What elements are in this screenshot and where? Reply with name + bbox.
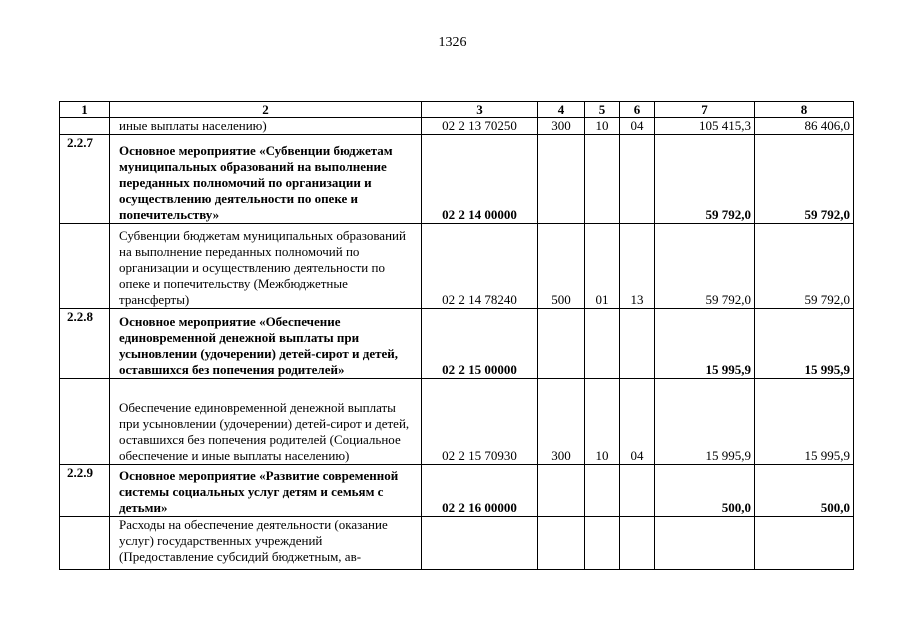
row-col-5 <box>585 517 620 570</box>
row-col-5 <box>585 309 620 379</box>
row-col-4 <box>538 465 585 517</box>
table-row <box>60 118 854 135</box>
row-col-4: 300 <box>538 118 585 135</box>
row-col-6 <box>620 135 655 224</box>
row-code: 02 2 14 78240 <box>422 224 538 309</box>
row-col-5: 10 <box>585 118 620 135</box>
budget-table <box>59 101 854 570</box>
row-col-6: 13 <box>620 224 655 309</box>
table-row <box>60 465 854 517</box>
row-col-7: 500,0 <box>655 465 755 517</box>
row-number <box>60 517 110 570</box>
row-col-8 <box>755 517 854 570</box>
row-col-7: 59 792,0 <box>655 135 755 224</box>
row-col-6 <box>620 465 655 517</box>
header-row <box>60 102 854 118</box>
row-col-5: 01 <box>585 224 620 309</box>
row-col-5 <box>585 135 620 224</box>
row-code: 02 2 13 70250 <box>422 118 538 135</box>
row-col-8: 500,0 <box>755 465 854 517</box>
row-col-7: 59 792,0 <box>655 224 755 309</box>
row-col-7: 15 995,9 <box>655 379 755 465</box>
header-col-5: 5 <box>585 102 620 118</box>
row-col-8: 15 995,9 <box>755 379 854 465</box>
header-col-6: 6 <box>620 102 655 118</box>
row-code <box>422 517 538 570</box>
row-name: Расходы на обеспечение деятельности (оказание услуг) государственных учреждений (Предоставление субсидий бюджетным, ав- <box>110 517 422 570</box>
row-code: 02 2 15 00000 <box>422 309 538 379</box>
row-col-8: 15 995,9 <box>755 309 854 379</box>
table-row <box>60 379 854 465</box>
row-col-4 <box>538 309 585 379</box>
row-name: Основное мероприятие «Субвенции бюджетам муниципальных образований на выполнение переданных полномочий по организации и осуществлению деятельности по опеке и попечительству» <box>110 135 422 224</box>
row-col-6 <box>620 309 655 379</box>
header-col-2: 2 <box>110 102 422 118</box>
row-number <box>60 379 110 465</box>
row-name: Субвенции бюджетам муниципальных образований на выполнение переданных полномочий по организации и осуществлению деятельности по опеке и попечительству (Межбюджетные трансферты) <box>110 224 422 309</box>
table-row <box>60 135 854 224</box>
row-col-4 <box>538 517 585 570</box>
table-row <box>60 309 854 379</box>
row-col-7: 105 415,3 <box>655 118 755 135</box>
header-col-8: 8 <box>755 102 854 118</box>
row-col-8: 59 792,0 <box>755 224 854 309</box>
header-col-3: 3 <box>422 102 538 118</box>
row-col-4: 300 <box>538 379 585 465</box>
header-col-1: 1 <box>60 102 110 118</box>
row-col-6: 04 <box>620 379 655 465</box>
row-number <box>60 224 110 309</box>
row-number: 2.2.7 <box>60 135 110 224</box>
row-code: 02 2 15 70930 <box>422 379 538 465</box>
row-name: Обеспечение единовременной денежной выплаты при усыновлении (удочерении) детей-сирот и детей, оставшихся без попечения родителей (Социальное обеспечение и иные выплаты населению) <box>110 379 422 465</box>
header-col-4: 4 <box>538 102 585 118</box>
row-number: 2.2.8 <box>60 309 110 379</box>
row-name: Основное мероприятие «Обеспечение единовременной денежной выплаты при усыновлении (удочерении) детей-сирот и детей, оставшихся без попечения родителей» <box>110 309 422 379</box>
row-col-6 <box>620 517 655 570</box>
row-name: иные выплаты населению) <box>110 118 422 135</box>
row-number: 2.2.9 <box>60 465 110 517</box>
row-col-5 <box>585 465 620 517</box>
row-code: 02 2 14 00000 <box>422 135 538 224</box>
row-col-5: 10 <box>585 379 620 465</box>
row-col-6: 04 <box>620 118 655 135</box>
row-col-7 <box>655 517 755 570</box>
table-row <box>60 224 854 309</box>
row-col-8: 86 406,0 <box>755 118 854 135</box>
row-name: Основное мероприятие «Развитие современной системы социальных услуг детям и семьям с детьми» <box>110 465 422 517</box>
table-row <box>60 517 854 570</box>
header-col-7: 7 <box>655 102 755 118</box>
row-col-8: 59 792,0 <box>755 135 854 224</box>
row-col-4: 500 <box>538 224 585 309</box>
row-col-7: 15 995,9 <box>655 309 755 379</box>
row-number <box>60 118 110 135</box>
page-number: 1326 <box>438 35 467 50</box>
row-col-4 <box>538 135 585 224</box>
row-code: 02 2 16 00000 <box>422 465 538 517</box>
